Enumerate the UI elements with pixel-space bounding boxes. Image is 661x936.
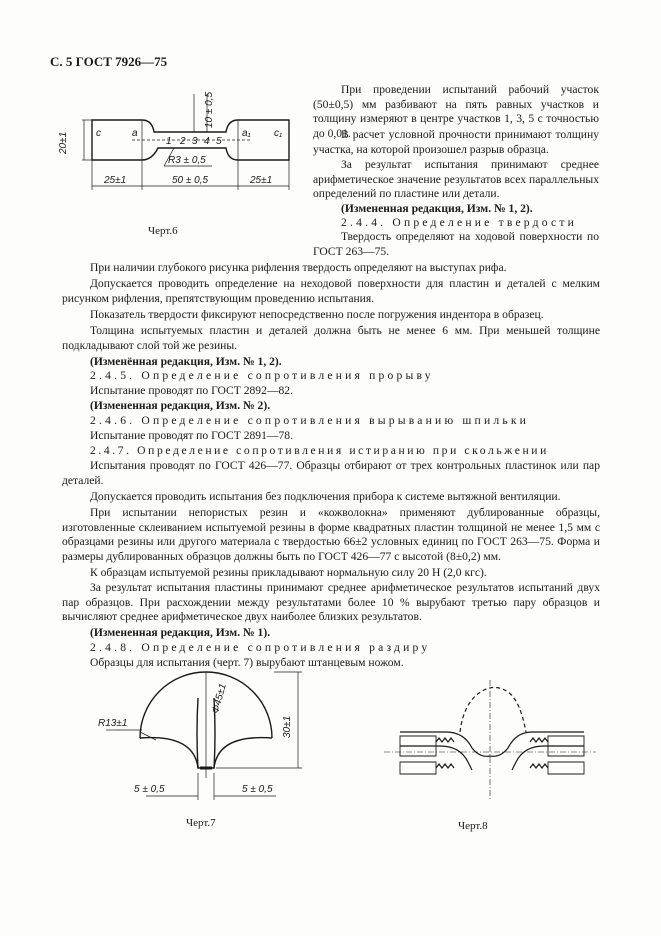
paragraph-non-running-surface: Допускается проводить определение на неходовой поверхности для пластин и деталей с мелким рисунком рифления, препятствующим проведению испытания. — [62, 277, 600, 305]
figure-6-caption: Черт.6 — [148, 225, 178, 237]
dim-right-5: 5 ± 0,5 — [242, 784, 273, 795]
amendment-note-1: (Измененная редакция, Изм. № 1, 2). — [341, 202, 533, 215]
dim-left-25: 25±1 — [104, 175, 127, 186]
dim-height-20: 20±1 — [58, 131, 69, 154]
amendment-note-3: (Измененная редакция, Изм. № 2). — [90, 399, 271, 412]
section-2-4-6-heading: 2.4.6. Определение сопротивления вырыванию шпильки — [90, 414, 530, 427]
paragraph-ventilation: Допускается проводить испытания без подключения прибора к системе вытяжной вентиляции. — [90, 490, 561, 503]
figure-6-dumbbell-drawing — [52, 82, 317, 210]
label-1: 1 — [166, 136, 172, 147]
dim-left-5: 5 ± 0,5 — [134, 784, 165, 795]
figure-7-caption: Черт.7 — [186, 817, 216, 829]
amendment-note-2: (Изменённая редакция, Изм. № 1, 2). — [90, 355, 282, 368]
paragraph-result-mean: За результат испытания принимают среднее арифметическое значение результатов всех параллельных определений по пластине или детали. — [313, 158, 599, 201]
section-2-4-8-heading: 2.4.8. Определение сопротивления раздиру — [90, 641, 431, 654]
label-4: 4 — [204, 136, 210, 147]
paragraph-indenter: Показатель твердости фиксируют непосредственно после погружения индентора в образец. — [90, 308, 544, 321]
paragraph-result-pairs: За результат испытания пластины принимают среднее арифметическое результатов испытаний двух пар образцов. При расхождении между результатами более 10 % вырубают третью пару образцов и вычисляют среднее арифметическое двух наиболее близких результатов. — [62, 581, 600, 624]
label-5: 5 — [216, 136, 222, 147]
page-header: С. 5 ГОСТ 7926—75 — [50, 54, 168, 69]
paragraph-die-cut: Образцы для испытания (черт. 7) вырубают штанцевым ножом. — [90, 656, 404, 669]
paragraph-tensile-calc: В расчет условной прочности принимают толщину участка, на которой произошел разрыв образца. — [313, 128, 599, 156]
dim-height-30: 30±1 — [282, 715, 293, 738]
dim-radius-13: R13±1 — [98, 718, 128, 729]
paragraph-gost-2891: Испытание проводят по ГОСТ 2891—78. — [90, 429, 293, 442]
dim-center-50: 50 ± 0,5 — [172, 175, 209, 186]
label-a1: a₁ — [242, 128, 251, 139]
paragraph-thickness: Толщина испытуемых пластин и деталей должна быть не менее 6 мм. При меньшей толщине подкладывают слой той же резины. — [62, 324, 600, 352]
section-2-4-7-heading: 2.4.7. Определение сопротивления истиранию при скольжении — [90, 444, 549, 457]
dim-right-25: 25±1 — [250, 175, 273, 186]
paragraph-hardness-surface: Твердость определяют на ходовой поверхности по ГОСТ 263—75. — [313, 230, 599, 258]
paragraph-work-section: При проведении испытаний рабочий участок (50±0,5) мм разбивают на пять равных участков и толщину измеряют в центре участков 1, 3, 5 с точностью до 0,01. — [313, 83, 599, 140]
label-c1: c₁ — [274, 128, 283, 139]
dim-width-10: 10 ± 0,5 — [204, 91, 215, 128]
paragraph-normal-force: К образцам испытуемой резины прикладывают нормальную силу 20 Н (2,0 кгс). — [90, 566, 487, 579]
section-2-4-5-heading: 2.4.5. Определение сопротивления прорыву — [90, 369, 434, 382]
label-a: a — [132, 128, 138, 139]
paragraph-gost-426: Испытания проводят по ГОСТ 426—77. Образцы отбирают от трех контрольных пластинок или пар деталей. — [62, 459, 600, 487]
figure-7-tear-specimen-drawing — [86, 628, 326, 818]
figure-8-grips-drawing — [380, 670, 610, 810]
label-3: 3 — [192, 136, 198, 147]
amendment-note-4: (Измененная редакция, Изм. № 1). — [90, 626, 271, 639]
paragraph-gost-2892: Испытание проводят по ГОСТ 2892—82. — [90, 384, 293, 397]
label-2: 2 — [180, 136, 186, 147]
dim-radius-3: R3 ± 0,5 — [168, 155, 206, 166]
figure-8-caption: Черт.8 — [458, 820, 488, 832]
paragraph-ribbed: При наличии глубокого рисунка рифления твердость определяют на выступах рифа. — [90, 261, 507, 274]
section-2-4-4-heading: 2.4.4. Определение твердости — [341, 216, 578, 229]
paragraph-duplicated-samples: При испытании непористых резин и «кожволокна» применяют дублированные образцы, изготовленные склеиванием испытуемой резины в форме квадратных пластин толщиной не менее 1,5 мм с образцами резины или другого материала с твердостью 66±2 условных единиц по ГОСТ 263—75. Форма и размеры дублированных образцов должны быть по ГОСТ 426—77 с высотой (8±0,2) мм. — [62, 506, 600, 563]
label-c: c — [96, 128, 101, 139]
dim-diameter-45: Φ45±1 — [210, 682, 229, 715]
